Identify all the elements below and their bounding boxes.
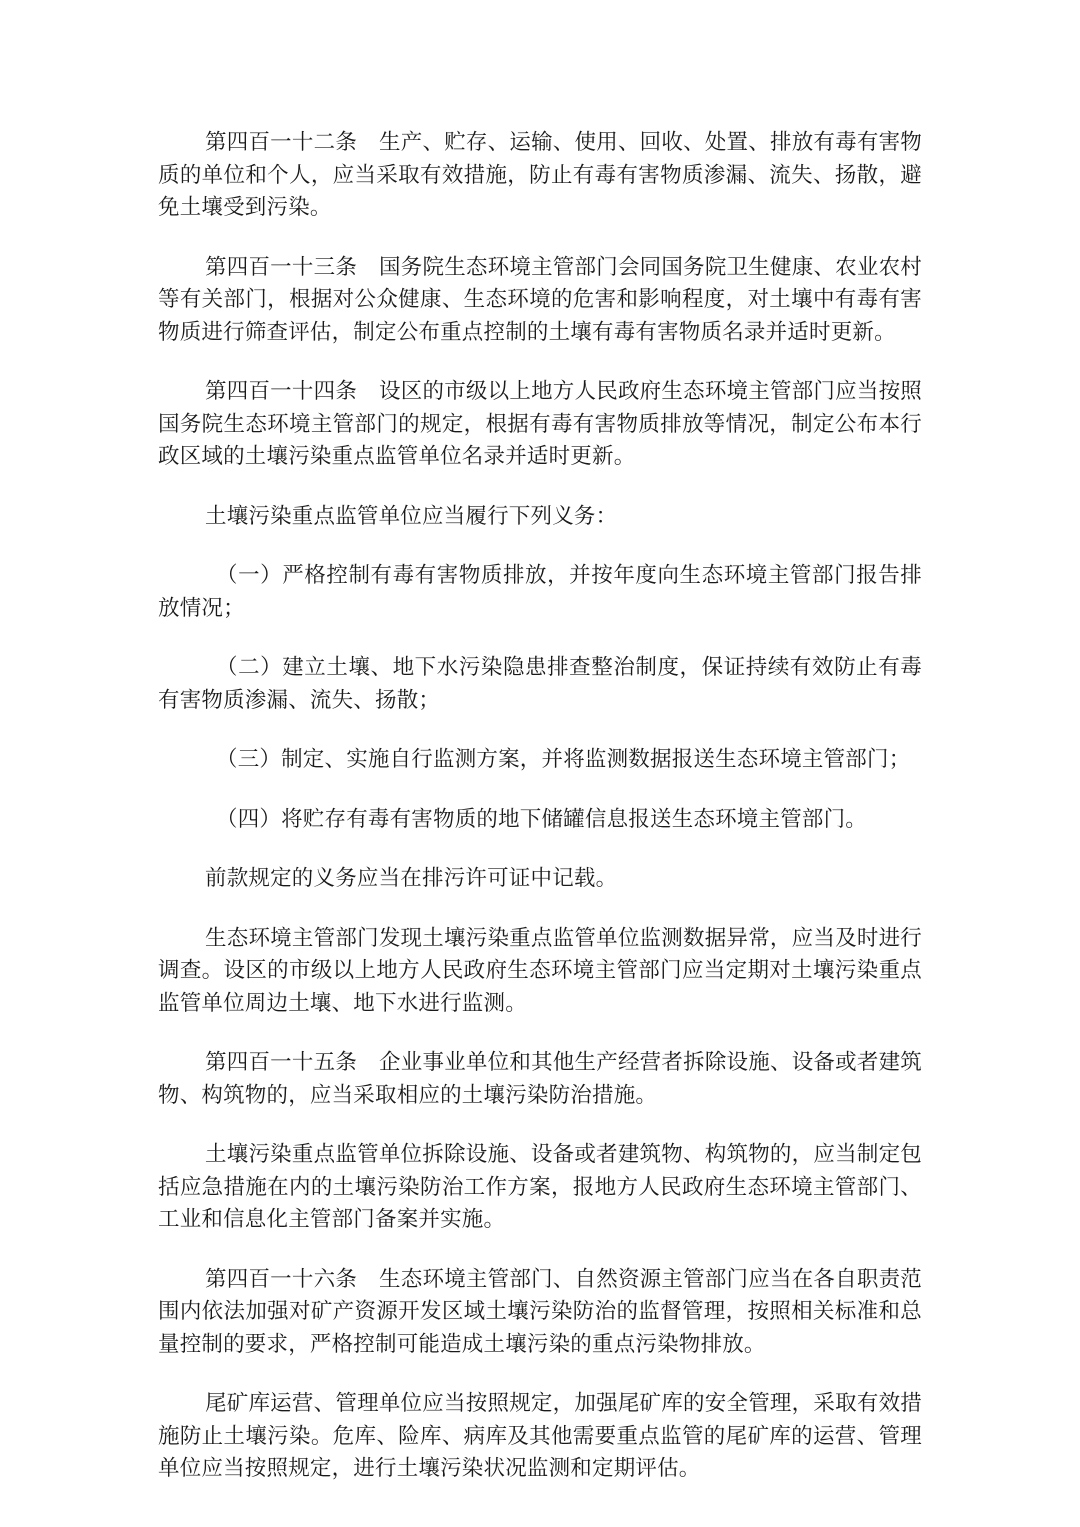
paragraph-text: 生态环境主管部门发现土壤污染重点监管单位监测数据异常，应当及时进行调查。设区的市级以上地方人民政府生态环境主管部门应当定期对土壤污染重点监管单位周边土壤、地下水进行监测。 bbox=[158, 925, 922, 1016]
obligation-item-1 bbox=[158, 560, 922, 625]
paragraph-text: 前款规定的义务应当在排污许可证中记载。 bbox=[205, 866, 618, 891]
document-page bbox=[158, 127, 922, 1513]
paragraph-text: 土壤污染重点监管单位应当履行下列义务： bbox=[205, 503, 618, 529]
permit-record-paragraph bbox=[158, 863, 922, 896]
obligations-intro-paragraph bbox=[158, 501, 922, 534]
article-number: 第四百一十二条 bbox=[205, 130, 358, 155]
paragraph-text: （一）严格控制有毒有害物质排放，并按年度向生态环境主管部门报告排放情况； bbox=[158, 563, 922, 621]
paragraph-text: 生产、贮存、运输、使用、回收、处置、排放有毒有害物质的单位和个人，应当采取有效措施，防止有毒有害物质渗漏、流失、扬散，避免土壤受到污染。 bbox=[158, 130, 922, 220]
paragraph-text: 土壤污染重点监管单位拆除设施、设备或者建筑物、构筑物的，应当制定包括应急措施在内的土壤污染防治工作方案，报地方人民政府生态环境主管部门、工业和信息化主管部门备案并实施。 bbox=[158, 1142, 922, 1232]
paragraph-text: 尾矿库运营、管理单位应当按照规定，加强尾矿库的安全管理，采取有效措施防止土壤污染。危库、险库、病库及其他需要重点监管的尾矿库的运营、管理单位应当按照规定，进行土壤污染状况监测和定期评估。 bbox=[158, 1391, 922, 1481]
article-number: 第四百一十三条 bbox=[205, 254, 358, 280]
paragraph-text: 企业事业单位和其他生产经营者拆除设施、设备或者建筑物、构筑物的，应当采取相应的土壤污染防治措施。 bbox=[158, 1050, 922, 1108]
article-416-paragraph bbox=[158, 1264, 922, 1362]
article-415-paragraph bbox=[158, 1047, 922, 1112]
obligation-item-2 bbox=[158, 652, 922, 717]
obligation-item-4 bbox=[158, 804, 922, 837]
obligation-item-3 bbox=[158, 744, 922, 777]
paragraph-text: 生态环境主管部门、自然资源主管部门应当在各自职责范围内依法加强对矿产资源开发区域土壤污染防治的监督管理，按照相关标准和总量控制的要求，严格控制可能造成土壤污染的重点污染物排放。 bbox=[158, 1266, 922, 1357]
article-number: 第四百一十六条 bbox=[205, 1266, 358, 1292]
paragraph-text: 国务院生态环境主管部门会同国务院卫生健康、农业农村等有关部门，根据对公众健康、生态环境的危害和影响程度，对土壤中有毒有害物质进行筛查评估，制定公布重点控制的土壤有毒有害物质名录并适时更新。 bbox=[158, 254, 922, 345]
article-413-paragraph bbox=[158, 252, 922, 350]
article-414-paragraph bbox=[158, 376, 922, 474]
paragraph-text: （三）制定、实施自行监测方案，并将监测数据报送生态环境主管部门； bbox=[216, 747, 911, 772]
tailings-pond-paragraph bbox=[158, 1388, 922, 1486]
article-412-paragraph bbox=[158, 127, 922, 225]
paragraph-text: （二）建立土壤、地下水污染隐患排查整治制度，保证持续有效防止有毒有害物质渗漏、流失、扬散； bbox=[158, 655, 922, 713]
article-number: 第四百一十五条 bbox=[205, 1050, 358, 1075]
paragraph-text: （四）将贮存有毒有害物质的地下储罐信息报送生态环境主管部门。 bbox=[216, 806, 868, 832]
demolition-plan-paragraph bbox=[158, 1139, 922, 1237]
article-number: 第四百一十四条 bbox=[205, 379, 358, 404]
paragraph-text: 设区的市级以上地方人民政府生态环境主管部门应当按照国务院生态环境主管部门的规定，根据有毒有害物质排放等情况，制定公布本行政区域的土壤污染重点监管单位名录并适时更新。 bbox=[158, 379, 922, 469]
monitoring-anomaly-paragraph bbox=[158, 923, 922, 1021]
